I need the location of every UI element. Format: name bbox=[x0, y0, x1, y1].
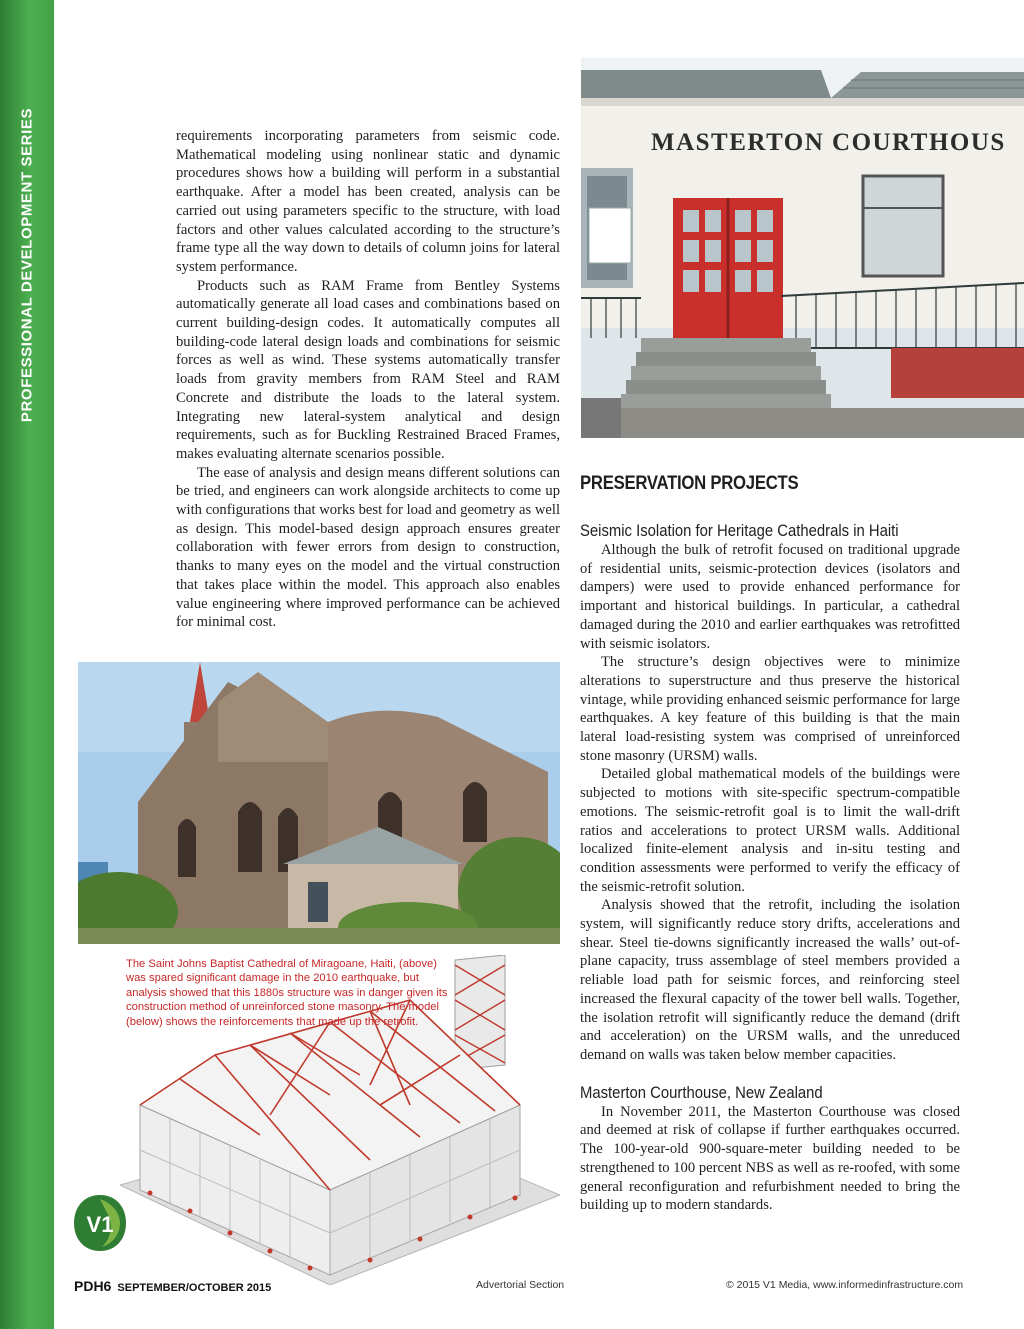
courthouse-photo bbox=[581, 58, 1024, 438]
series-title: PROFESSIONAL DEVELOPMENT SERIES bbox=[18, 107, 36, 423]
footer-issue bbox=[74, 1278, 271, 1294]
footer-copyright: © 2015 V1 Media, www.informedinfrastructure.com bbox=[726, 1279, 964, 1291]
haiti-paragraph-2: The structure’s design objectives were to minimize alterations to superstructure and thus preserve the historical vintage, while providing enhanced seismic performance for large earthquakes. A key feature of this building is that the main lateral load-resisting system was comprised of unreinforced stone masonry (URSM) walls. bbox=[580, 654, 960, 764]
right-text-column bbox=[580, 472, 960, 1215]
side-band bbox=[0, 0, 54, 1329]
page-number: PDH6 bbox=[74, 1278, 112, 1294]
left-text-column bbox=[176, 127, 560, 632]
left-paragraph-1: requirements incorporating parameters from seismic code. Mathematical modeling using nonlinear static and dynamic procedures shows how a building will perform in a substantial earthquake. After a model has been created, analysis can be carried out using parameters specific to the structure, with load factors and other values calculated according to the structure’s frame type all the way down to details of column joins for lateral system performance. bbox=[176, 128, 560, 275]
haiti-subheading: Seismic Isolation for Heritage Cathedrals in Haiti bbox=[580, 522, 899, 540]
masterton-paragraph-1: In November 2011, the Masterton Courthouse was closed and deemed at risk of collapse if further earthquakes occurred. The 100-year-old 900-square-meter building needed to be strengthened to 100 percent NBS as well as re-roofed, with some general reconfiguration and refurbishment needed to bring the building up to modern standards. bbox=[580, 1103, 960, 1214]
masterton-subheading: Masterton Courthouse, New Zealand bbox=[580, 1083, 823, 1102]
haiti-paragraph-1: Although the bulk of retrofit focused on traditional upgrade of residential units, seismic-protection devices (isolators and dampers) were used to provide enhanced performance for important and historical buildings. In particular, a cathedral damaged during the 2010 and earlier earthquakes was retrofitted with seismic isolators. bbox=[580, 542, 960, 652]
left-paragraph-3: The ease of analysis and design means different solutions can be tried, and engineers can work alongside architects to come up with configurations that works best for load and geometry as well as design. This model-based design approach ensures greater collaboration with fewer errors from design to construction, thanks to many eyes on the model and the virtual construction that takes place within the model. This approach also enables value engineering where improved performance can be achieved for minimal cost. bbox=[176, 464, 560, 631]
section-heading: PRESERVATION PROJECTS bbox=[580, 473, 799, 494]
v1-logo bbox=[72, 1193, 128, 1253]
cathedral-photo bbox=[78, 662, 560, 944]
haiti-paragraph-4: Analysis showed that the retrofit, including the isolation system, will significantly reduce story drifts, accelerations and shear. Steel tie-downs significantly increased the walls’ out-of-plane capacity, truss assemblage of steel members provided a reliable load path for seismic forces, and reinforcing steel increased the flexural capacity of the tower bell walls. Together, the isolation retrofit will significantly reduce the demand (drift and acceleration) on the URSM walls, and the unreduced demand on walls was taken below member capacities. bbox=[580, 897, 960, 1063]
haiti-paragraph-3: Detailed global mathematical models of the buildings were subjected to motions with site-specific spectrum-compatible emotions. The seismic-retrofit goal is to limit the wall-drift ratios and accelerations to protect URSM walls. Additional localized finite-element analysis and in-situ testing and condition assessments were performed to verify the efficacy of the seismic-retrofit solution. bbox=[580, 766, 960, 895]
courthouse-sign-text: MASTERTON COURTHOUS bbox=[651, 129, 1006, 156]
figure-caption: The Saint Johns Baptist Cathedral of Miragoane, Haiti, (above) was spared significant damage in the 2010 earthquake, but analysis showed that this 1880s structure was in danger given its construction method of unreinforced stone masonry. The model (below) shows the reinforcements that made up the retrofit. bbox=[126, 958, 448, 1028]
v1-logo-text: V1 bbox=[86, 1212, 114, 1237]
issue-date: SEPTEMBER/OCTOBER 2015 bbox=[117, 1282, 272, 1294]
left-paragraph-2: Products such as RAM Frame from Bentley Systems automatically generate all load cases and combinations based on current building-design codes. It automatically computes all building-code lateral design loads and combinations for seismic forces as well as wind. These systems automatically transfer loads from gravity members from RAM Steel and RAM Concrete and distribute the loads to the lateral system. Integrating new lateral-system analytical and design requirements, such as for Buckling Restrained Braced Frames, makes evaluating alternate scenarios possible. bbox=[176, 277, 560, 462]
footer-section-label: Advertorial Section bbox=[476, 1279, 565, 1291]
